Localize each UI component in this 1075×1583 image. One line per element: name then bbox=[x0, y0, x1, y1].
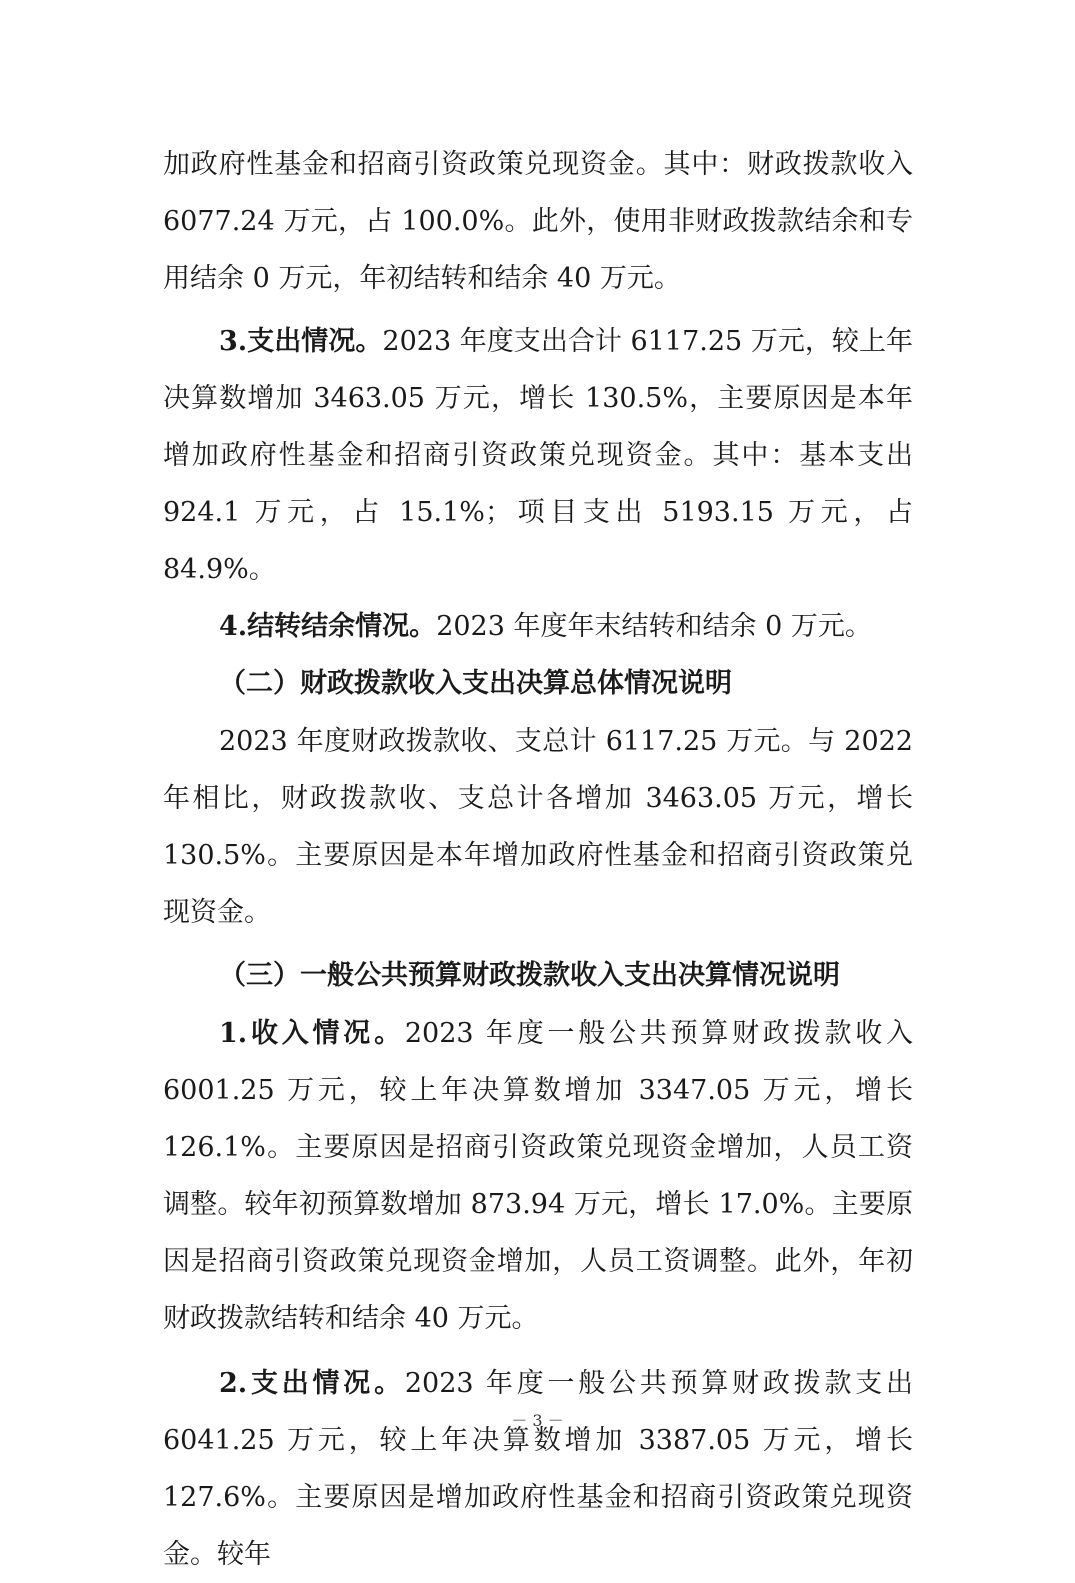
page-number: － 3 － bbox=[511, 1411, 564, 1430]
paragraph-expenditure bbox=[163, 313, 913, 598]
paragraph-lead: 1.收入情况。 bbox=[219, 1018, 405, 1049]
section-heading-general-budget: （三）一般公共预算财政拨款收入支出决算情况说明 bbox=[219, 960, 840, 991]
paragraph-text: 2023 年度一般公共预算财政拨款收入6001.25 万元，较上年决算数增加 3347.05 万元，增长 126.1%。主要原因是招商引资政策兑现资金增加，人员工资调整。较年初预算数增加 873.94 万元，增长 17.0%。主要原因是招商引资政策兑现资金增加，人员工资调整。此外，年初财政拨款结转和结余 40 万元。 bbox=[163, 1018, 913, 1334]
paragraph-fiscal-overview bbox=[163, 713, 913, 941]
paragraph-text: 加政府性基金和招商引资政策兑现资金。其中：财政拨款收入 6077.24 万元，占 100.0%。此外，使用非财政拨款结余和专用结余 0 万元，年初结转和结余 40 万元。 bbox=[163, 149, 913, 294]
paragraph-lead: 3.支出情况。 bbox=[219, 326, 383, 357]
paragraph-general-income bbox=[163, 1005, 913, 1347]
paragraph-text: 2023 年度支出合计 6117.25 万元，较上年决算数增加 3463.05 万元，增长 130.5%，主要原因是本年增加政府性基金和招商引资政策兑现资金。其中：基本支出924.1 万元，占 15.1%；项目支出 5193.15 万元，占 84.9%。 bbox=[163, 326, 913, 585]
paragraph-carryover bbox=[163, 598, 913, 655]
paragraph-lead: 4.结转结余情况。 bbox=[219, 611, 437, 642]
paragraph-income-continuation bbox=[163, 136, 913, 307]
paragraph-text: 2023 年度财政拨款收、支总计 6117.25 万元。与 2022 年相比，财政拨款收、支总计各增加 3463.05 万元，增长130.5%。主要原因是本年增加政府性基金和招商引资政策兑现资金。 bbox=[163, 726, 913, 928]
paragraph-lead: 2.支出情况。 bbox=[219, 1368, 405, 1399]
paragraph-general-expenditure bbox=[163, 1355, 913, 1583]
paragraph-text: 2023 年度一般公共预算财政拨款支出6041.25 万元，较上年决算数增加 3387.05 万元，增长 127.6%。主要原因是增加政府性基金和招商引资政策兑现资金。较年 bbox=[163, 1368, 913, 1570]
section-heading-fiscal-overview: （二）财政拨款收入支出决算总体情况说明 bbox=[219, 668, 732, 699]
document-body bbox=[163, 136, 913, 1583]
paragraph-text: 2023 年度年末结转和结余 0 万元。 bbox=[436, 611, 872, 642]
